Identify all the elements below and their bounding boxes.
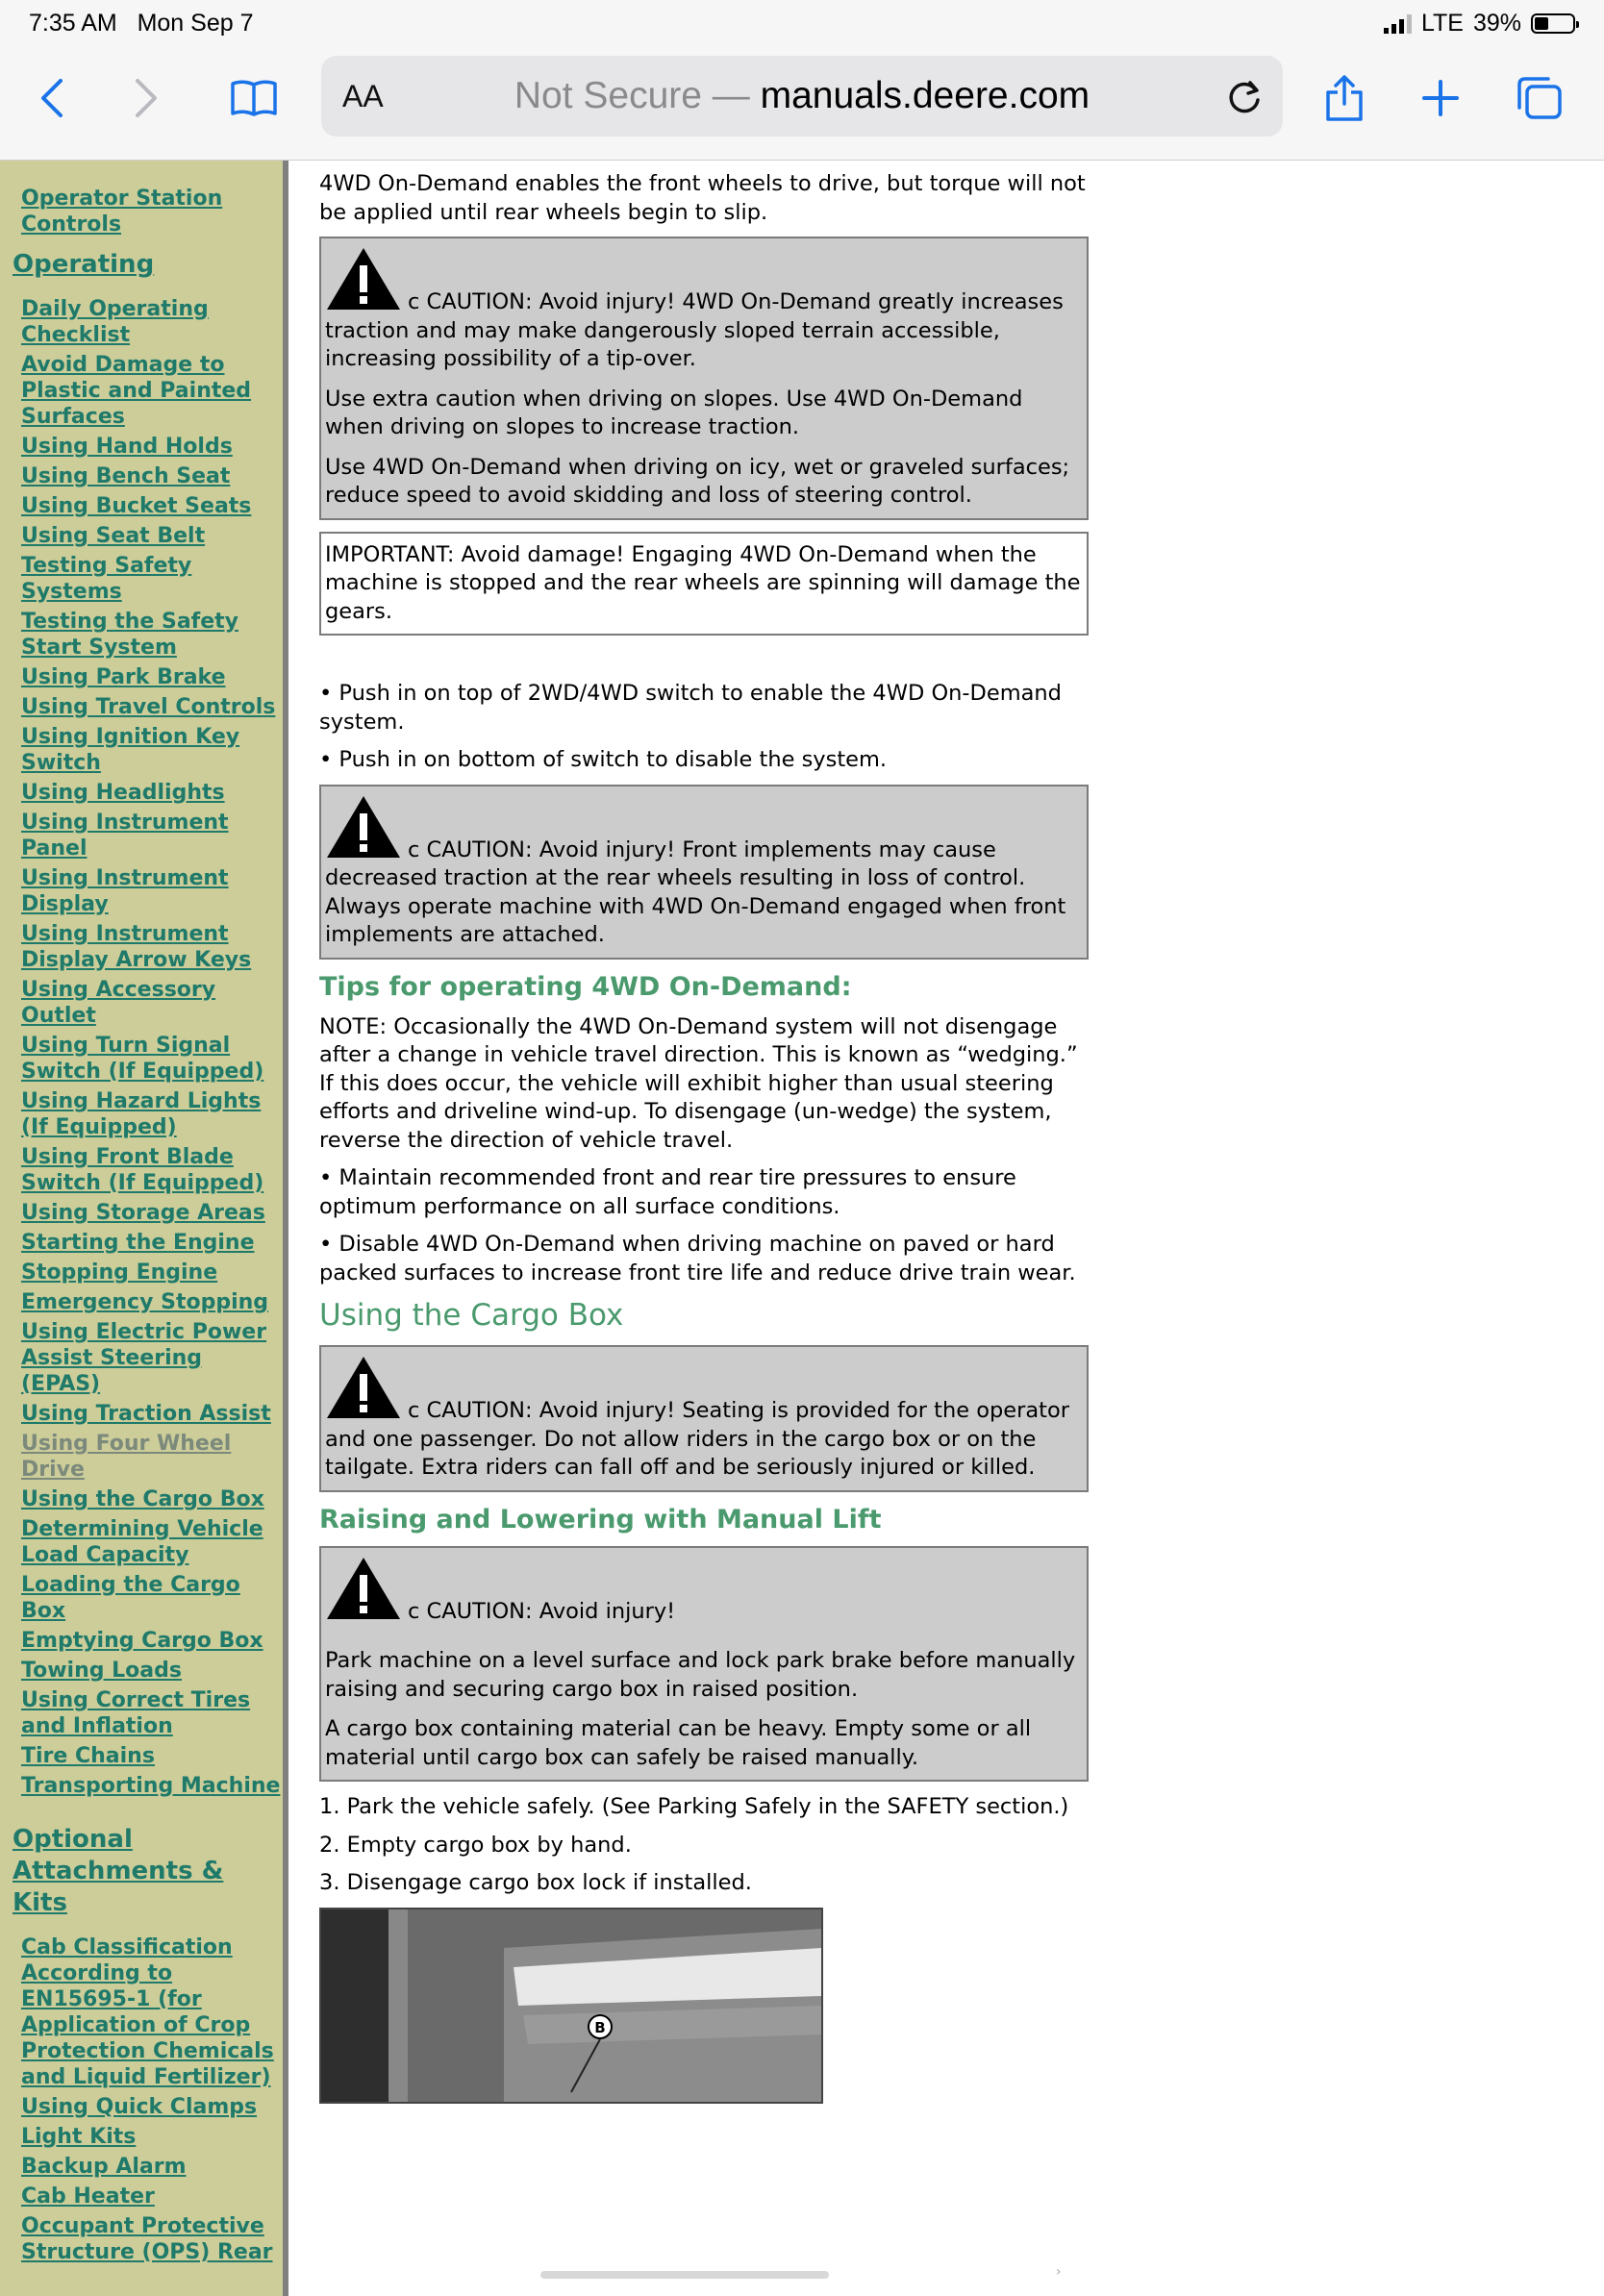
intro-text: 4WD On-Demand enables the front wheels to drive, but torque will not be applied until rear wheels begin to slip. xyxy=(319,171,1086,225)
warning-icon xyxy=(325,1556,402,1621)
sidebar-item-using-accessory-outlet[interactable]: Using Accessory Outlet xyxy=(21,978,216,1028)
sidebar-divider xyxy=(283,161,288,2296)
caution-paragraph: Park machine on a level surface and lock park brake before manually raising and securing cargo box in raised position. xyxy=(325,1648,1076,1702)
section-heading: Tips for operating 4WD On-Demand: xyxy=(319,971,852,1002)
sidebar-item-using-seat-belt[interactable]: Using Seat Belt xyxy=(21,524,206,548)
list-item: • Push in on top of 2WD/4WD switch to enable the 4WD On-Demand system. xyxy=(319,681,1062,735)
caution-box xyxy=(319,1345,1089,1492)
tabs-icon xyxy=(1514,75,1564,121)
sidebar-item-using-turn-signal-switch-if-equipped[interactable]: Using Turn Signal Switch (If Equipped) xyxy=(21,1034,264,1084)
sidebar-item-using-storage-areas[interactable]: Using Storage Areas xyxy=(21,1201,265,1225)
bookmarks-button[interactable] xyxy=(223,67,285,129)
manual-content xyxy=(298,161,1604,2296)
sidebar-nav xyxy=(0,161,288,2296)
signal-icon xyxy=(1384,14,1412,34)
sidebar-item-emptying-cargo-box[interactable]: Emptying Cargo Box xyxy=(21,1629,263,1653)
sidebar-item-using-hazard-lights-if-equipped[interactable]: Using Hazard Lights (If Equipped) xyxy=(21,1089,262,1139)
list-item: • Maintain recommended front and rear tire pressures to ensure optimum performance on all surface conditions. xyxy=(319,1165,1016,1219)
sidebar-item-using-instrument-display[interactable]: Using Instrument Display xyxy=(21,866,229,916)
sidebar-item-cab-classification-according-to-en15695-[interactable]: Cab Classification According to EN15695-1 (for Application of Crop Protection Chemicals and Liquid Fertilizer) xyxy=(21,1935,274,2089)
photo-illustration xyxy=(321,1909,821,2102)
list-item: • Disable 4WD On-Demand when driving machine on paved or hard packed surfaces to increase front tire life and reduce drive train wear. xyxy=(319,1232,1076,1285)
caution-text: c CAUTION: Avoid injury! xyxy=(408,1598,676,1624)
sidebar-item-using-bucket-seats[interactable]: Using Bucket Seats xyxy=(21,494,252,518)
sidebar-item-using-correct-tires-and-inflation[interactable]: Using Correct Tires and Inflation xyxy=(21,1688,251,1738)
new-tab-button[interactable] xyxy=(1410,67,1471,129)
cargo-box-photo xyxy=(319,1908,823,2104)
caution-box xyxy=(319,237,1089,520)
section-heading: Raising and Lowering with Manual Lift xyxy=(319,1504,882,1535)
sidebar-item-starting-the-engine[interactable]: Starting the Engine xyxy=(21,1231,255,1255)
sidebar-heading-optional-attachments-kits[interactable]: Optional Attachments & Kits xyxy=(13,1825,224,1917)
scroll-indicator: › xyxy=(1056,2264,1062,2280)
reload-icon[interactable] xyxy=(1223,75,1266,117)
sidebar-item-using-quick-clamps[interactable]: Using Quick Clamps xyxy=(21,2095,258,2119)
sidebar-item-using-instrument-display-arrow-keys[interactable]: Using Instrument Display Arrow Keys xyxy=(21,922,252,972)
sidebar-item-using-front-blade-switch-if-equipped[interactable]: Using Front Blade Switch (If Equipped) xyxy=(21,1145,264,1195)
sidebar-item-tire-chains[interactable]: Tire Chains xyxy=(21,1744,155,1768)
warning-icon xyxy=(325,246,402,312)
address-bar[interactable] xyxy=(321,56,1283,137)
caution-paragraph: Use 4WD On-Demand when driving on icy, wet or graveled surfaces; reduce speed to avoid skidding and loss of steering control. xyxy=(325,454,1070,508)
caution-paragraph: A cargo box containing material can be heavy. Empty some or all material until cargo box can safely be raised manually. xyxy=(325,1716,1032,1770)
battery-percent: 39% xyxy=(1472,10,1521,37)
sidebar-item-using-instrument-panel[interactable]: Using Instrument Panel xyxy=(21,811,229,861)
warning-icon xyxy=(325,1355,402,1420)
list-item: 1. Park the vehicle safely. (See Parking Safely in the SAFETY section.) xyxy=(319,1794,1069,1819)
sidebar-item-emergency-stopping[interactable]: Emergency Stopping xyxy=(21,1290,269,1314)
status-bar xyxy=(0,0,1604,48)
list-item: • Push in on bottom of switch to disable the system. xyxy=(319,747,888,772)
caution-paragraph: Use extra caution when driving on slopes. Use 4WD On-Demand when driving on slopes to increase traction. xyxy=(325,386,1023,439)
url-domain: manuals.deere.com xyxy=(760,75,1090,116)
sidebar-item-loading-the-cargo-box[interactable]: Loading the Cargo Box xyxy=(21,1573,240,1623)
sidebar-item-using-park-brake[interactable]: Using Park Brake xyxy=(21,665,226,689)
sidebar-heading-operating[interactable]: Operating xyxy=(13,250,155,279)
sidebar-item-determining-vehicle-load-capacity[interactable]: Determining Vehicle Load Capacity xyxy=(21,1517,263,1567)
sidebar-item-cab-heater[interactable]: Cab Heater xyxy=(21,2184,155,2209)
not-secure-label: Not Secure — xyxy=(514,75,750,116)
caution-text: c CAUTION: Avoid injury! 4WD On-Demand greatly increases traction and may make dangerously sloped terrain accessible, increasing possibility of a tip-over. xyxy=(325,289,1064,371)
chevron-left-icon xyxy=(38,77,66,119)
caution-box xyxy=(319,785,1089,960)
caution-box xyxy=(319,1546,1089,1783)
sidebar-item-light-kits[interactable]: Light Kits xyxy=(21,2125,137,2149)
sidebar-item-using-four-wheel-drive[interactable]: Using Four Wheel Drive xyxy=(21,1432,232,1482)
sidebar-item-testing-safety-systems[interactable]: Testing Safety Systems xyxy=(21,554,192,604)
caution-text: c CAUTION: Avoid injury! Seating is provided for the operator and one passenger. Do not allow riders in the cargo box or on the tailgate. Extra riders can fall off and be seriously injured or killed. xyxy=(325,1398,1070,1480)
battery-icon xyxy=(1531,13,1575,34)
sidebar-item-using-travel-controls[interactable]: Using Travel Controls xyxy=(21,695,276,719)
share-icon xyxy=(1323,73,1366,123)
sidebar-item-using-traction-assist[interactable]: Using Traction Assist xyxy=(21,1402,271,1426)
status-time: 7:35 AM Mon Sep 7 xyxy=(29,10,254,37)
plus-icon xyxy=(1421,79,1460,117)
important-text: IMPORTANT: Avoid damage! Engaging 4WD On-Demand when the machine is stopped and the rear wheels are spinning will damage the gears. xyxy=(325,541,1081,624)
sidebar-item-transporting-machine[interactable]: Transporting Machine xyxy=(21,1774,281,1798)
sidebar-item-using-bench-seat[interactable]: Using Bench Seat xyxy=(21,464,231,488)
browser-toolbar xyxy=(0,48,1604,161)
url-display[interactable] xyxy=(321,75,1283,117)
share-button[interactable] xyxy=(1314,67,1375,129)
list-item: 2. Empty cargo box by hand. xyxy=(319,1832,632,1858)
sidebar-item-using-the-cargo-box[interactable]: Using the Cargo Box xyxy=(21,1487,264,1511)
sidebar-item-occupant-protective-structure-ops-rear[interactable]: Occupant Protective Structure (OPS) Rear xyxy=(21,2214,273,2264)
sidebar-item-towing-loads[interactable]: Towing Loads xyxy=(21,1659,182,1683)
callout-label: B xyxy=(594,2018,606,2036)
sidebar-item-using-electric-power-assist-steering-epa[interactable]: Using Electric Power Assist Steering (EPAS) xyxy=(21,1320,267,1396)
sidebar-item-testing-the-safety-start-system[interactable]: Testing the Safety Start System xyxy=(21,610,239,660)
back-button[interactable] xyxy=(21,67,83,129)
home-indicator[interactable] xyxy=(540,2271,829,2279)
list-item: 3. Disengage cargo box lock if installed. xyxy=(319,1870,752,1895)
sidebar-item-stopping-engine[interactable]: Stopping Engine xyxy=(21,1260,218,1285)
important-box xyxy=(319,532,1089,636)
warning-icon xyxy=(325,794,402,860)
sidebar-item-operator-station-controls[interactable]: Operator Station Controls xyxy=(21,187,223,237)
sidebar-item-avoid-damage-to-plastic-and-painted-surf[interactable]: Avoid Damage to Plastic and Painted Surfaces xyxy=(21,353,252,429)
tabs-button[interactable] xyxy=(1508,67,1569,129)
caution-text: c CAUTION: Avoid injury! Front implements may cause decreased traction at the rear wheels resulting in loss of control. Always operate machine with 4WD On-Demand engaged when front implements are attached. xyxy=(325,836,1066,947)
text-size-button[interactable]: AA xyxy=(342,79,384,113)
sidebar-item-using-hand-holds[interactable]: Using Hand Holds xyxy=(21,435,233,459)
sidebar-item-using-ignition-key-switch[interactable]: Using Ignition Key Switch xyxy=(21,725,240,775)
sidebar-item-daily-operating-checklist[interactable]: Daily Operating Checklist xyxy=(21,297,209,347)
forward-button[interactable] xyxy=(115,67,177,129)
section-heading: Using the Cargo Box xyxy=(319,1298,624,1333)
sidebar-item-using-headlights[interactable]: Using Headlights xyxy=(21,781,225,805)
status-indicators xyxy=(1384,10,1575,37)
chevron-right-icon xyxy=(132,77,161,119)
note-text: NOTE: Occasionally the 4WD On-Demand system will not disengage after a change in vehicle travel direction. This is known as “wedging.” If this does occur, the vehicle will exhibit higher than usual steering efforts and driveline wind-up. To disengage (un-wedge) the system, reverse the direction of vehicle travel. xyxy=(319,1013,1078,1153)
network-label: LTE xyxy=(1420,10,1464,37)
sidebar-item-backup-alarm[interactable]: Backup Alarm xyxy=(21,2155,187,2179)
book-icon xyxy=(230,79,278,117)
